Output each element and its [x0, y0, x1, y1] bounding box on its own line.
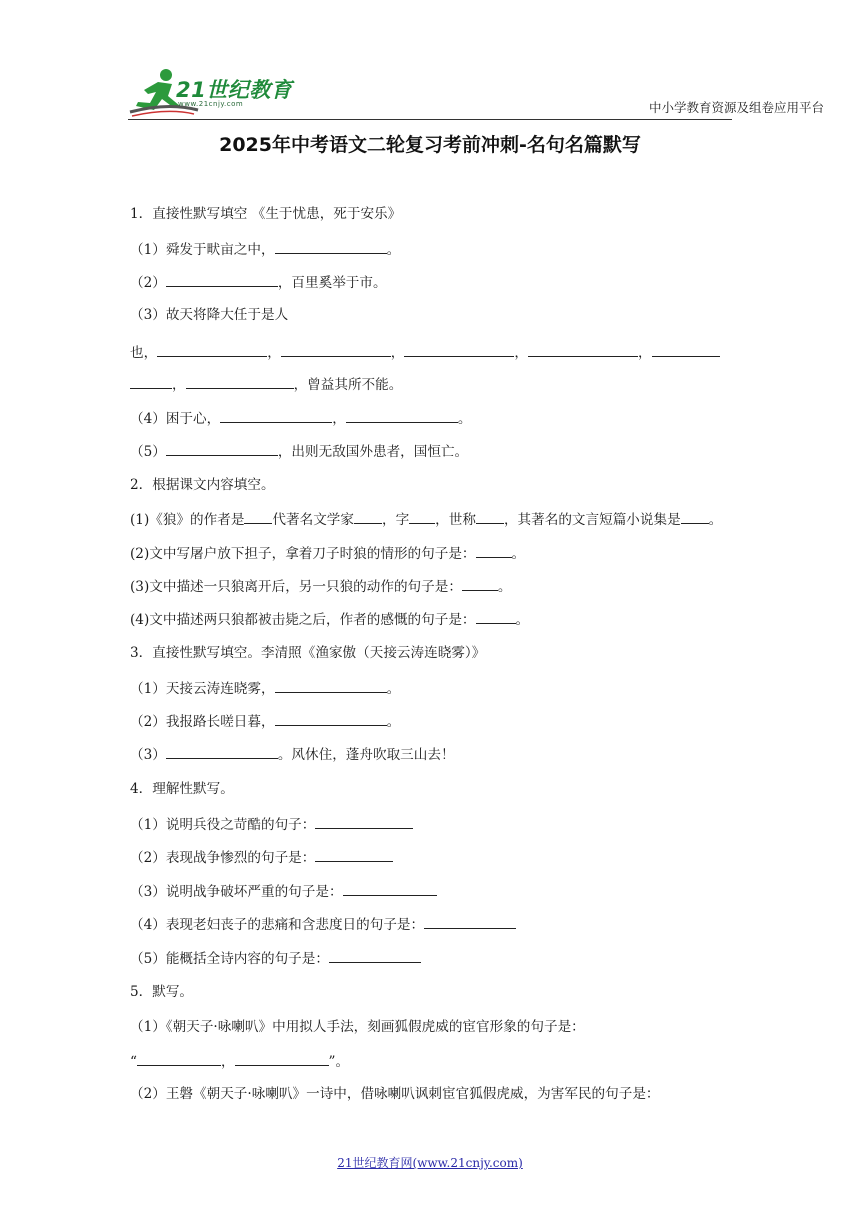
question-1-item-1: （1）舜发于畎亩之中， 。 [130, 242, 401, 258]
question-1-item-5: （5） ，出则无敌国外患者，国恒亡。 [130, 444, 469, 460]
answer-blank[interactable] [220, 409, 332, 423]
answer-blank[interactable] [130, 375, 172, 389]
question-5-stem: 5．默写。 [130, 984, 194, 1000]
question-5-item-2: （2）王磐《朝天子·咏喇叭》一诗中，借咏喇叭讽刺宦官狐假虎威，为害军民的句子是： [130, 1086, 660, 1102]
question-5-item-1: （1）《朝天子·咏喇叭》中用拟人手法，刻画狐假虎威的宦官形象的句子是： [130, 1019, 585, 1035]
answer-blank[interactable] [462, 577, 498, 591]
answer-blank[interactable] [404, 343, 514, 357]
answer-blank[interactable] [275, 679, 387, 693]
question-1-item-3: （3）故天将降大任于是人 [130, 307, 289, 323]
question-2-item-1: (1)《狼》的作者是 代著名文学家 ，字 ，世称 ，其著名的文言短篇小说集是 。 [130, 512, 723, 528]
answer-blank[interactable] [281, 343, 391, 357]
answer-blank[interactable] [346, 409, 458, 423]
answer-blank[interactable] [354, 510, 382, 524]
question-1-stem: 1．直接性默写填空 《生于忧患，死于安乐》 [130, 206, 402, 222]
question-1-item-3-line-2: 也， ， ， ， ， [130, 343, 720, 362]
answer-blank[interactable] [681, 510, 709, 524]
question-3-item-1: （1）天接云涛连晓雾， 。 [130, 681, 401, 697]
question-3-item-2: （2）我报路长嗟日暮， 。 [130, 714, 401, 730]
question-3-item-3: （3） 。风休住，蓬舟吹取三山去！ [130, 747, 455, 763]
answer-blank[interactable] [329, 949, 421, 963]
question-2-item-3: (3)文中描述一只狼离开后，另一只狼的动作的句子是： 。 [130, 579, 512, 595]
answer-blank[interactable] [275, 712, 387, 726]
answer-blank[interactable] [166, 273, 278, 287]
answer-blank[interactable] [166, 745, 278, 759]
question-2-stem: 2．根据课文内容填空。 [130, 477, 275, 493]
answer-blank[interactable] [137, 1052, 221, 1066]
logo-url: www.21cnjy.com [178, 100, 244, 108]
answer-blank[interactable] [476, 544, 512, 558]
question-4-item-5: （5）能概括全诗内容的句子是： [130, 949, 421, 968]
answer-blank[interactable] [166, 442, 278, 456]
question-1-item-2: （2） ，百里奚举于市。 [130, 275, 387, 291]
question-1-item-3-line-3: ， ，曾益其所不能。 [130, 375, 402, 394]
header-divider [128, 119, 732, 120]
answer-blank[interactable] [157, 343, 267, 357]
question-2-item-2: (2)文中写屠户放下担子，拿着刀子时狼的情形的句子是： 。 [130, 546, 526, 562]
footer-link[interactable]: 21世纪教育网(www.21cnjy.com) [337, 1156, 523, 1170]
platform-name: 中小学教育资源及组卷应用平台 [648, 100, 824, 115]
answer-blank[interactable] [315, 815, 413, 829]
question-4-stem: 4．理解性默写。 [130, 781, 234, 797]
answer-blank[interactable] [343, 882, 437, 896]
question-4-item-2: （2）表现战争惨烈的句子是： [130, 848, 393, 867]
question-5-item-1-answer: “ ， ”。 [130, 1054, 350, 1070]
answer-blank[interactable] [186, 375, 294, 389]
answer-blank[interactable] [409, 510, 435, 524]
answer-blank[interactable] [476, 610, 516, 624]
answer-blank[interactable] [652, 343, 720, 357]
question-4-item-1: （1）说明兵役之苛酷的句子： [130, 815, 413, 834]
answer-blank[interactable] [315, 848, 393, 862]
answer-blank[interactable] [528, 343, 638, 357]
answer-blank[interactable] [476, 510, 504, 524]
page-title: 2025年中考语文二轮复习考前冲刺-名句名篇默写 [219, 134, 641, 156]
answer-blank[interactable] [244, 510, 272, 524]
question-1-item-4: （4）困于心， ， 。 [130, 411, 472, 427]
answer-blank[interactable] [424, 915, 516, 929]
question-3-stem: 3．直接性默写填空。李清照《渔家傲（天接云涛连晓雾）》 [130, 645, 486, 661]
logo-wordmark: 21世纪教育 [176, 78, 293, 102]
question-4-item-4: （4）表现老妇丧子的悲痛和含悲度日的句子是： [130, 915, 516, 934]
question-2-item-4: (4)文中描述两只狼都被击毙之后，作者的感慨的句子是： 。 [130, 612, 530, 628]
answer-blank[interactable] [275, 240, 387, 254]
question-4-item-3: （3）说明战争破坏严重的句子是： [130, 882, 437, 901]
answer-blank[interactable] [235, 1052, 329, 1066]
